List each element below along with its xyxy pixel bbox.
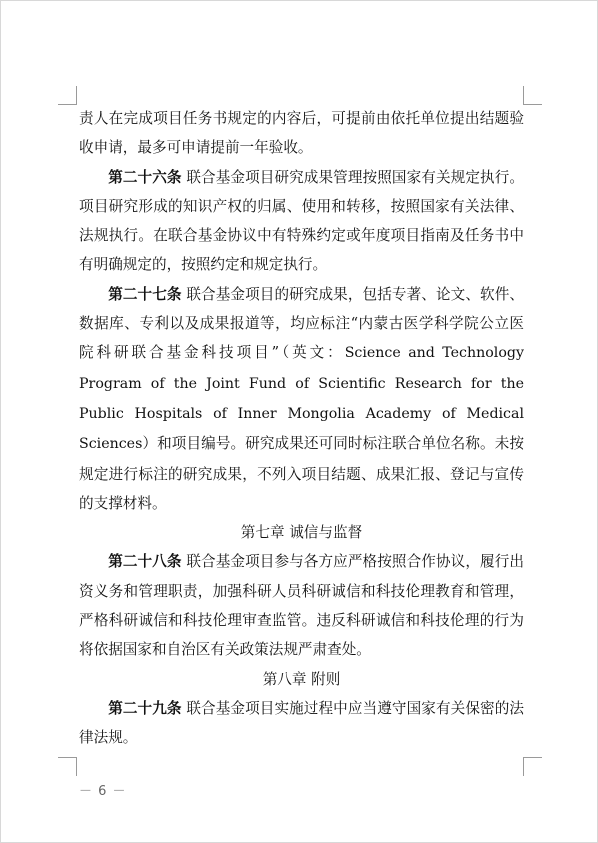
paragraph-continuation: 责人在完成项目任务书规定的内容后，可提前由依托单位提出结题验收申请，最多可申请提前一年验收。: [79, 110, 524, 157]
chapter-7-heading: 第七章 诚信与监督: [240, 524, 363, 542]
article-29-text: 联合基金项目实施过程中应当遵守国家有关保密的法律法规。: [79, 699, 524, 747]
document-body: [79, 104, 524, 753]
article-29-label: 第二十九条: [108, 699, 182, 717]
crop-mark-top-left: [58, 86, 77, 105]
article-26: [79, 163, 524, 280]
article-28-label: 第二十八条: [108, 553, 182, 571]
article-27-text: 联合基金项目的研究成果，包括专著、论文、软件、数据库、专利以及成果报道等，均应标注“内蒙古医学科学院公立医院科研联合基金科技项目”（英文：: [79, 285, 524, 362]
article-27-label: 第二十七条: [108, 285, 182, 303]
crop-mark-top-right: [523, 86, 542, 105]
article-27: [79, 280, 524, 518]
page-number: － 6 －: [79, 784, 127, 799]
article-28: [79, 547, 524, 664]
article-26-text: 联合基金项目研究成果管理按照国家有关规定执行。项目研究形成的知识产权的归属、使用和转移，按照国家有关法律、法规执行。在联合基金协议中有特殊约定或年度项目指南及任务书中有明确规定的，按照约定和规定执行。: [79, 168, 524, 274]
crop-mark-bottom-right: [523, 757, 542, 776]
article-28-text: 联合基金项目参与各方应严格按照合作协议，履行出资义务和管理职责，加强科研人员科研诚信和科技伦理教育和管理，严格科研诚信和科技伦理审查监管。违反科研诚信和科技伦理的行为将依据国家和自治区有关政策法规严肃查处。: [79, 553, 524, 659]
article-26-label: 第二十六条: [108, 168, 182, 186]
article-29: [79, 694, 524, 753]
crop-mark-bottom-left: [58, 757, 77, 776]
article-27-english-name: Science and Technology Program of the Joint Fund of Scientific Research for the Public Hospitals of Inner Mongolia Academy of Medical Sciences: [79, 345, 524, 453]
chapter-8-heading: 第八章 附则: [262, 670, 341, 688]
article-27-text-cont: ）和项目编号。研究成果还可同时标注联合单位名称。未按规定进行标注的研究成果，不列入项目结题、成果汇报、登记与宣传的支撑材料。: [79, 435, 524, 512]
